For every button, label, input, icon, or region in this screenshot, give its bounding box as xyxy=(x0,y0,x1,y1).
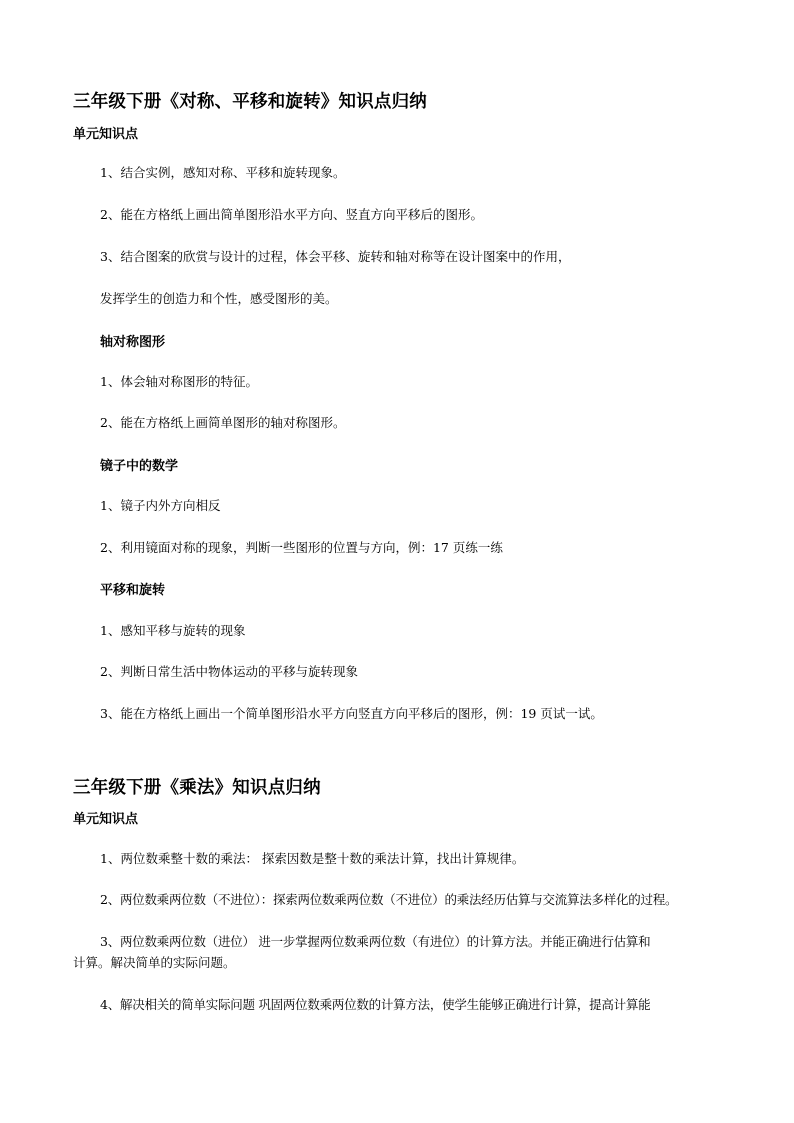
list-item-continuation: 计算。解决简单的实际问题。 xyxy=(73,955,236,970)
list-item: 2、判断日常生活中物体运动的平移与旋转现象 xyxy=(100,664,358,679)
section-title-symmetry: 三年级下册《对称、平移和旋转》知识点归纳 xyxy=(73,92,427,112)
subheading-axis-symmetry: 轴对称图形 xyxy=(100,335,166,350)
list-item: 1、结合实例，感知对称、平移和旋转现象。 xyxy=(100,165,346,180)
list-item-continuation: 发挥学生的创造力和个性，感受图形的美。 xyxy=(100,291,338,306)
list-item: 1、镜子内外方向相反 xyxy=(100,498,221,513)
list-item: 2、能在方格纸上画简单图形的轴对称图形。 xyxy=(100,415,346,430)
list-item: 4、解决相关的简单实际问题 巩固两位数乘两位数的计算方法，使学生能够正确进行计算，提高计算能 xyxy=(100,997,651,1012)
list-item: 2、两位数乘两位数（不进位）：探索两位数乘两位数（不进位）的乘法经历估算与交流算法多样化的过程。 xyxy=(100,892,678,907)
list-item: 1、体会轴对称图形的特征。 xyxy=(100,374,258,389)
list-item: 1、感知平移与旋转的现象 xyxy=(100,623,246,638)
list-item: 3、结合图案的欣赏与设计的过程，体会平移、旋转和轴对称等在设计图案中的作用， xyxy=(100,249,571,264)
list-item: 1、两位数乘整十数的乘法： 探索因数是整十数的乘法计算，找出计算规律。 xyxy=(100,851,525,866)
subheading-mirror-math: 镜子中的数学 xyxy=(100,459,179,474)
list-item: 2、利用镜面对称的现象，判断一些图形的位置与方向，例：17 页练一练 xyxy=(100,540,503,555)
section-title-multiplication: 三年级下册《乘法》知识点归纳 xyxy=(73,778,321,798)
subheading-translate-rotate: 平移和旋转 xyxy=(100,583,166,598)
list-item: 3、能在方格纸上画出一个简单图形沿水平方向竖直方向平移后的图形，例：19 页试一试。 xyxy=(100,706,603,721)
list-item: 3、两位数乘两位数（进位） 进一步掌握两位数乘两位数（有进位）的计算方法。并能正确进行估算和 xyxy=(100,934,651,949)
list-item: 2、能在方格纸上画出简单图形沿水平方向、竖直方向平移后的图形。 xyxy=(100,207,483,222)
unit-knowledge-heading: 单元知识点 xyxy=(73,812,139,827)
unit-knowledge-heading: 单元知识点 xyxy=(73,127,139,142)
